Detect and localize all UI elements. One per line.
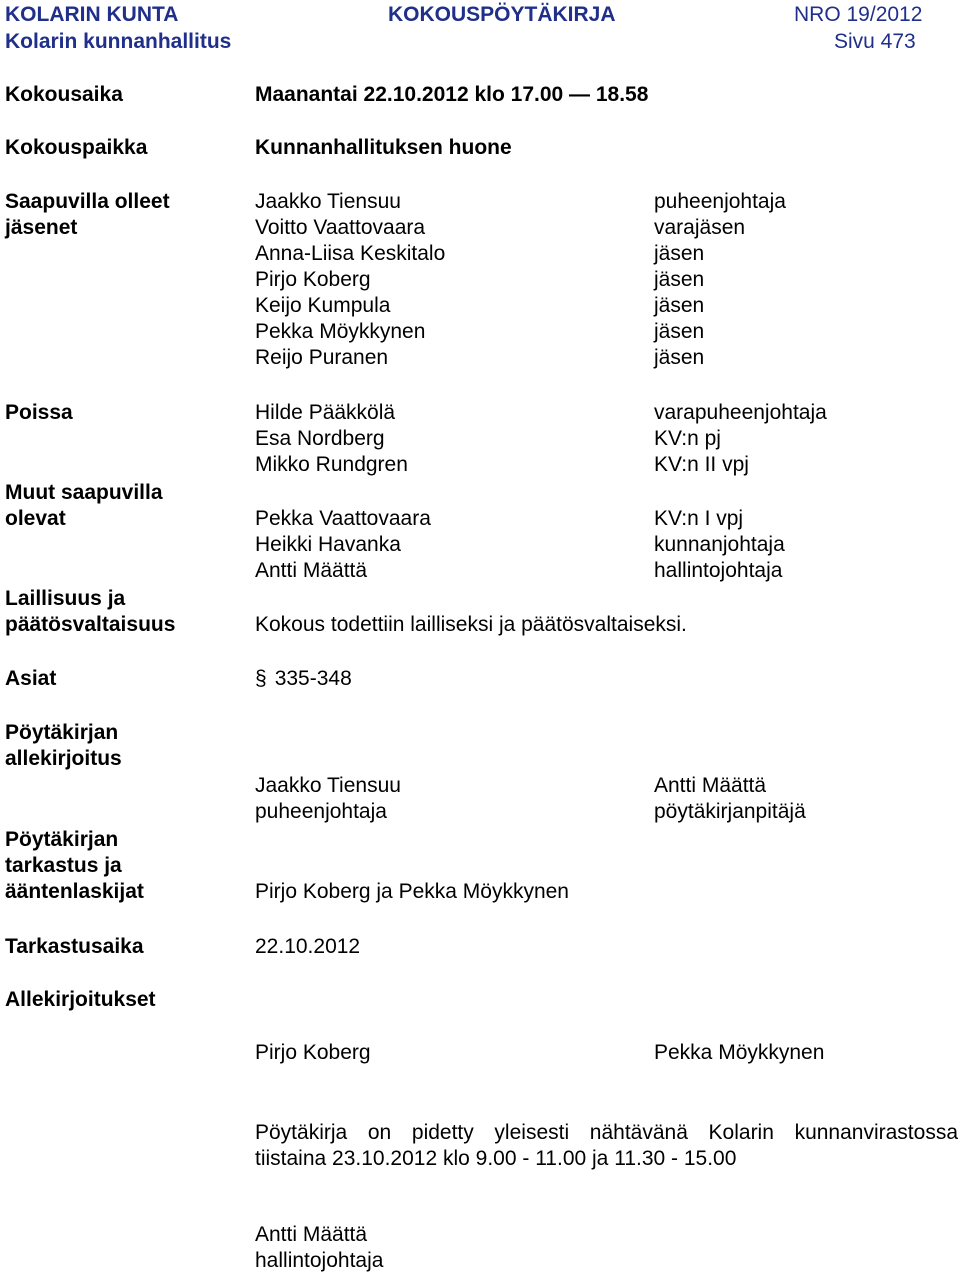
present-member-role: jäsen bbox=[654, 346, 705, 369]
matters-range-value: 335-348 bbox=[274, 667, 352, 690]
present-member-name: Pirjo Koberg bbox=[255, 268, 371, 291]
signer-2: Pekka Möykkynen bbox=[654, 1041, 825, 1064]
section-sign-icon: § bbox=[255, 667, 267, 690]
others-label-line2: olevat bbox=[5, 507, 66, 530]
public-notice bbox=[255, 1120, 958, 1172]
document-type: KOKOUSPÖYTÄKIRJA bbox=[388, 3, 616, 26]
other-member-name: Antti Määttä bbox=[255, 559, 368, 582]
present-member-role: jäsen bbox=[654, 242, 705, 265]
footer-signer-name: Antti Määttä bbox=[255, 1223, 368, 1246]
meeting-time-label: Kokousaika bbox=[5, 83, 123, 106]
present-label-line2: jäsenet bbox=[5, 216, 78, 239]
other-member-name: Pekka Vaattovaara bbox=[255, 507, 431, 530]
absent-member-role: KV:n II vpj bbox=[654, 453, 749, 476]
governing-body: Kolarin kunnanhallitus bbox=[5, 30, 232, 53]
present-member-role: varajäsen bbox=[654, 216, 746, 239]
other-member-name: Heikki Havanka bbox=[255, 533, 401, 556]
review-date-label: Tarkastusaika bbox=[5, 935, 144, 958]
other-member-role: hallintojohtaja bbox=[654, 559, 783, 582]
present-member-role: puheenjohtaja bbox=[654, 190, 786, 213]
signer-1: Pirjo Koberg bbox=[255, 1041, 371, 1064]
signatures-label: Allekirjoitukset bbox=[5, 988, 156, 1011]
present-member-role: jäsen bbox=[654, 294, 705, 317]
matters-label: Asiat bbox=[5, 667, 57, 690]
chair-role: puheenjohtaja bbox=[255, 800, 387, 823]
absent-label: Poissa bbox=[5, 401, 73, 424]
reviewers: Pirjo Koberg ja Pekka Möykkynen bbox=[255, 880, 569, 903]
other-member-role: kunnanjohtaja bbox=[654, 533, 785, 556]
matters-range bbox=[255, 666, 352, 692]
present-member-name: Keijo Kumpula bbox=[255, 294, 391, 317]
present-member-name: Anna-Liisa Keskitalo bbox=[255, 242, 446, 265]
review-label-line2: tarkastus ja bbox=[5, 854, 122, 877]
chair-name: Jaakko Tiensuu bbox=[255, 774, 401, 797]
absent-member-name: Hilde Pääkkölä bbox=[255, 401, 396, 424]
others-label-line1: Muut saapuvilla bbox=[5, 481, 163, 504]
legality-statement: Kokous todettiin lailliseksi ja päätösvaltaiseksi. bbox=[255, 613, 687, 636]
page-number: Sivu 473 bbox=[834, 30, 916, 53]
present-member-role: jäsen bbox=[654, 320, 705, 343]
absent-member-role: varapuheenjohtaja bbox=[654, 401, 827, 424]
legality-label-line1: Laillisuus ja bbox=[5, 587, 126, 610]
review-date-value: 22.10.2012 bbox=[255, 935, 361, 958]
absent-member-name: Esa Nordberg bbox=[255, 427, 385, 450]
present-member-name: Jaakko Tiensuu bbox=[255, 190, 401, 213]
secretary-role: pöytäkirjanpitäjä bbox=[654, 800, 806, 823]
present-member-name: Voitto Vaattovaara bbox=[255, 216, 426, 239]
footer-signer-role: hallintojohtaja bbox=[255, 1249, 384, 1272]
signing-label-line2: allekirjoitus bbox=[5, 747, 122, 770]
public-notice-line2: tiistaina 23.10.2012 klo 9.00 - 11.00 ja 11.30 - 15.00 bbox=[255, 1147, 737, 1170]
signing-label-line1: Pöytäkirjan bbox=[5, 721, 119, 744]
present-label-line1: Saapuvilla olleet bbox=[5, 190, 170, 213]
secretary-name: Antti Määttä bbox=[654, 774, 767, 797]
present-member-name: Reijo Puranen bbox=[255, 346, 389, 369]
other-member-role: KV:n I vpj bbox=[654, 507, 744, 530]
absent-member-role: KV:n pj bbox=[654, 427, 721, 450]
present-member-role: jäsen bbox=[654, 268, 705, 291]
meeting-time-value: Maanantai 22.10.2012 klo 17.00 — 18.58 bbox=[255, 83, 649, 106]
review-label-line1: Pöytäkirjan bbox=[5, 828, 119, 851]
meeting-place-label: Kokouspaikka bbox=[5, 136, 148, 159]
absent-member-name: Mikko Rundgren bbox=[255, 453, 408, 476]
document-number: NRO 19/2012 bbox=[794, 3, 923, 26]
review-label-line3: ääntenlaskijat bbox=[5, 880, 144, 903]
meeting-place-value: Kunnanhallituksen huone bbox=[255, 136, 512, 159]
public-notice-line1: Pöytäkirja on pidetty yleisesti nähtävänä Kolarin kunnanvirastossa bbox=[255, 1121, 958, 1144]
organization-name: KOLARIN KUNTA bbox=[5, 3, 179, 26]
legality-label-line2: päätösvaltaisuus bbox=[5, 613, 176, 636]
present-member-name: Pekka Möykkynen bbox=[255, 320, 426, 343]
